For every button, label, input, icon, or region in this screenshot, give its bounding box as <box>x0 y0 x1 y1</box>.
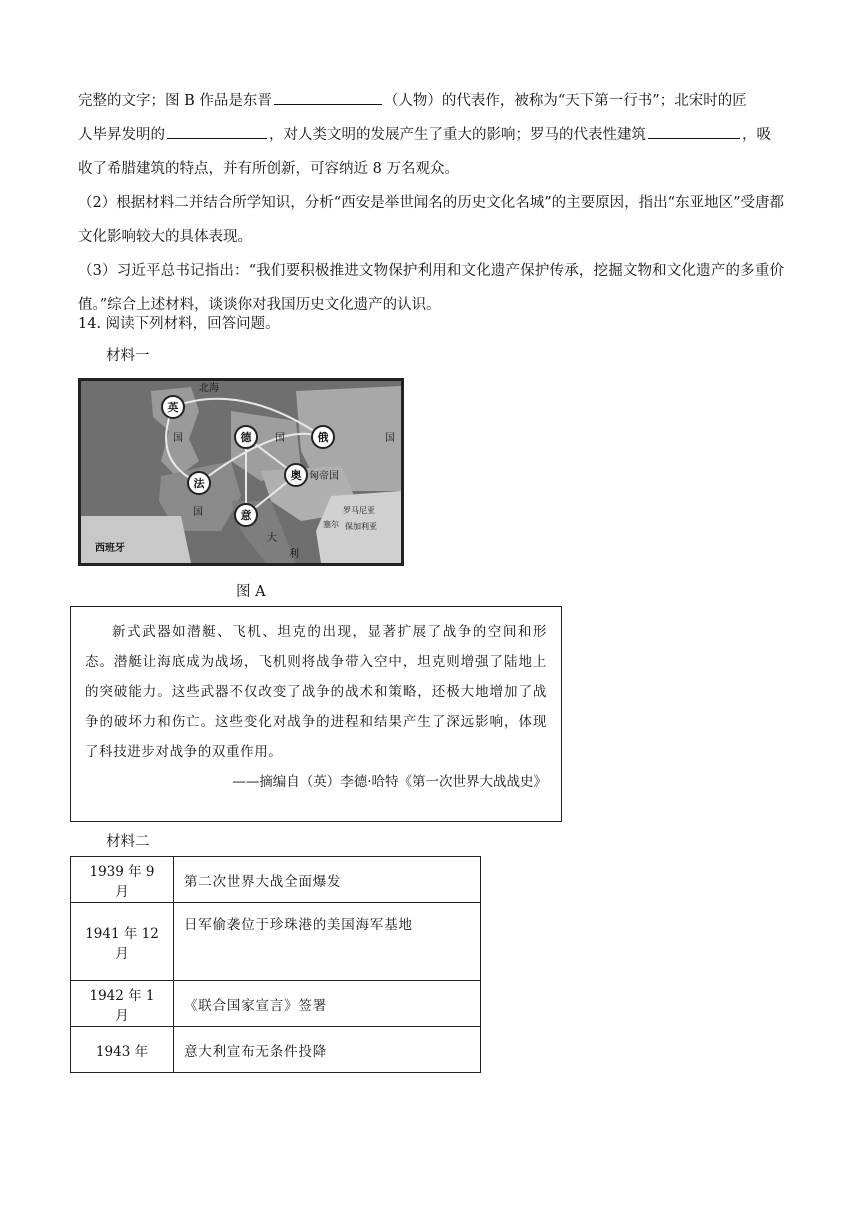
label-spain: 西班牙 <box>95 543 125 554</box>
label-austria: 奥 <box>290 469 302 482</box>
table-row <box>71 981 481 1027</box>
timeline-event: 第二次世界大战全面爆发 <box>174 857 481 903</box>
q14-stem: 14. 阅读下列材料，回答问题。 <box>78 316 280 332</box>
table-row <box>71 1027 481 1073</box>
label-britain-suffix: 国 <box>173 433 183 444</box>
q13-part-2: （2）根据材料二并结合所学知识，分析“西安是举世闻名的历史文化名城”的主要原因，指出“东亚地区”受唐都文化影响较大的具体表现。 <box>78 195 784 245</box>
label-russia-suffix: 国 <box>385 433 395 444</box>
label-italy-suffix-2: 利 <box>289 549 299 560</box>
material-1-label: 材料一 <box>106 348 150 364</box>
label-italy-suffix-1: 大 <box>267 533 277 544</box>
label-france: 法 <box>193 477 205 490</box>
quote-text: 新式武器如潜艇、飞机、坦克的出现，显著扩展了战争的空间和形态。潜艇让海底成为战场，飞机则将战争带入空中，坦克则增强了陆地上的突破能力。这些武器不仅改变了战争的战术和策略，还极大地增加了战争的破坏力和伤亡。这些变化对战争的进程和结果产生了深远影响，体现了科技进步对战争的双重作用。 <box>85 624 547 760</box>
q13-part-3: （3）习近平总书记指出：“我们要积极推进文物保护利用和文化遗产保护传承，挖掘文物和文化遗产的多重价值。”综合上述材料，谈谈你对我国历史文化遗产的认识。 <box>78 263 784 313</box>
answer-blank-invention[interactable] <box>167 120 267 139</box>
label-germany-suffix: 国 <box>275 433 285 444</box>
timeline-event: 日军偷袭位于珍珠港的美国海军基地 <box>174 903 481 981</box>
timeline-event: 《联合国家宣言》签署 <box>174 981 481 1027</box>
timeline-date: 1943 年 <box>71 1027 174 1073</box>
question-13-continuation <box>78 84 784 322</box>
material-1-quote-box <box>70 606 562 822</box>
timeline-date: 1939 年 9 月 <box>71 857 174 903</box>
map-spain-land <box>81 516 191 563</box>
label-russia: 俄 <box>317 431 329 444</box>
answer-blank-building[interactable] <box>648 120 740 139</box>
label-north-sea: 北海 <box>199 383 219 394</box>
label-italy: 意 <box>240 509 252 522</box>
label-bulgaria: 保加利亚 <box>345 522 377 531</box>
label-serbia: 塞尔 <box>323 520 339 529</box>
label-britain: 英 <box>167 401 179 414</box>
answer-blank-person[interactable] <box>274 86 382 105</box>
figure-a-caption: 图 A <box>236 584 266 600</box>
label-germany: 德 <box>240 431 252 444</box>
q13-line-2: 人毕昇发明的 ，对人类文明的发展产生了重大的影响；罗马的代表性建筑 ，吸 <box>78 118 784 152</box>
label-france-suffix: 国 <box>193 507 203 518</box>
q13-line-1: 完整的文字；图 B 作品是东晋 （人物）的代表作，被称为“天下第一行书”；北宋时的匠 <box>78 84 784 118</box>
label-austria-suffix: 匈帝国 <box>309 471 339 482</box>
quote-source: ——摘编自（英）李德·哈特《第一次世界大战战史》 <box>232 774 547 790</box>
timeline-event: 意大利宣布无条件投降 <box>174 1027 481 1073</box>
table-row <box>71 857 481 903</box>
q13-line-3: 收了希腊建筑的特点，并有所创新，可容纳近 8 万名观众。 <box>78 161 459 177</box>
timeline-date: 1941 年 12 月 <box>71 903 174 981</box>
table-row <box>71 903 481 981</box>
material-2-timeline-table <box>70 856 481 1073</box>
timeline-date: 1942 年 1 月 <box>71 981 174 1027</box>
europe-alliance-map <box>78 378 404 566</box>
material-2-label: 材料二 <box>106 834 150 850</box>
label-romania: 罗马尼亚 <box>343 506 375 515</box>
